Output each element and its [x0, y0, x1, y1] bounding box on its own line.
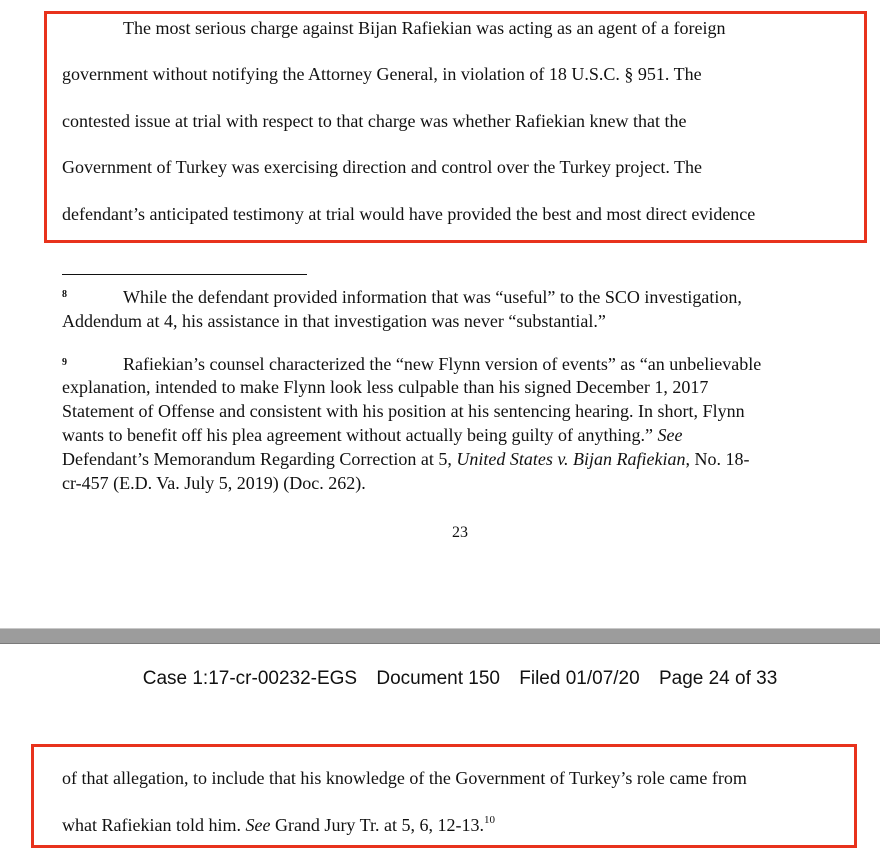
page-number: 23: [452, 524, 468, 541]
footnote-line: Statement of Offense and consistent with his position at his sentencing hearing. In short, Flynn: [62, 401, 745, 421]
page-of: Page 24 of 33: [658, 668, 778, 689]
paragraph-line: contested issue at trial with respect to that charge was whether Rafiekian knew that the: [62, 111, 687, 131]
footnote-line: cr-457 (E.D. Va. July 5, 2019) (Doc. 262).: [62, 473, 366, 493]
footnote-text: , No. 18-: [685, 449, 750, 469]
page-break-separator: [0, 628, 880, 644]
citation-signal: See: [245, 815, 271, 835]
footnote-line: [62, 448, 750, 470]
footnote-line: Rafiekian’s counsel characterized the “new Flynn version of events” as “an unbelievable: [123, 354, 762, 374]
paragraph-text: Grand Jury Tr. at 5, 6, 12-13.: [270, 815, 484, 835]
footnote-line: explanation, intended to make Flynn look less culpable than his signed December 1, 2017: [62, 377, 709, 397]
paragraph-line: government without notifying the Attorney General, in violation of 18 U.S.C. § 951. The: [62, 64, 702, 84]
case-number: Case 1:17-cr-00232-EGS: [142, 668, 358, 689]
filed-date: Filed 01/07/20: [519, 668, 640, 689]
paragraph-line: The most serious charge against Bijan Rafiekian was acting as an agent of a foreign: [123, 18, 726, 38]
footnote-line: Addendum at 4, his assistance in that investigation was never “substantial.”: [62, 311, 606, 331]
footnote-number: 8: [62, 289, 67, 300]
paragraph-line: of that allegation, to include that his knowledge of the Government of Turkey’s role came from: [62, 768, 747, 788]
footnote-line: [62, 424, 683, 446]
case-name: United States v. Bijan Rafiekian: [456, 449, 686, 469]
citation-signal: See: [657, 425, 683, 445]
footnote-text: wants to benefit off his plea agreement without actually being guilty of anything.”: [62, 425, 658, 445]
document-number: Document 150: [376, 668, 500, 689]
paragraph-text: what Rafiekian told him.: [62, 815, 246, 835]
footnote-separator: [62, 274, 307, 275]
footnote-text: Defendant’s Memorandum Regarding Correction at 5,: [62, 449, 457, 469]
paragraph-line: Government of Turkey was exercising direction and control over the Turkey project. The: [62, 157, 703, 177]
case-header: [0, 668, 880, 690]
footnote-line: While the defendant provided information that was “useful” to the SCO investigation,: [123, 287, 742, 307]
paragraph-line: defendant’s anticipated testimony at trial would have provided the best and most direct evidence: [62, 204, 756, 224]
paragraph-line: [62, 814, 495, 836]
footnote-reference[interactable]: 10: [483, 814, 495, 826]
footnote-number: 9: [62, 357, 67, 368]
